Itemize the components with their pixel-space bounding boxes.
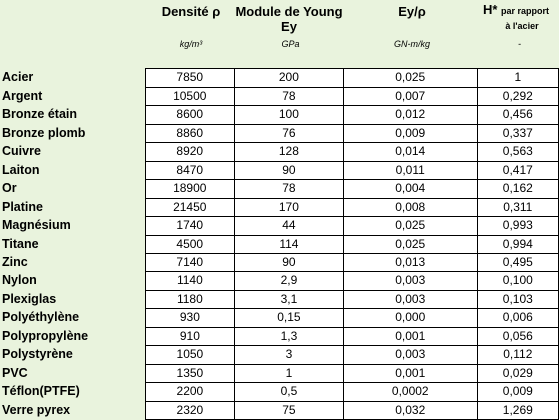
densite-cell: 4500 xyxy=(145,235,234,254)
h-star-cell: 1,269 xyxy=(477,401,558,420)
material-name: Acier xyxy=(2,70,34,85)
header-h-star-note-line1: par rapport xyxy=(501,6,550,16)
header-module-young xyxy=(228,4,350,34)
table-row xyxy=(0,346,559,365)
module-cell: 1 xyxy=(234,364,343,383)
densite-cell: 1050 xyxy=(145,346,234,365)
module-cell: 0,15 xyxy=(234,309,343,328)
material-name: Zinc xyxy=(2,255,28,270)
table-row xyxy=(0,235,559,254)
table-row xyxy=(0,87,559,106)
densite-cell: 18900 xyxy=(145,180,234,199)
table-row xyxy=(0,106,559,125)
material-name: Cuivre xyxy=(2,144,41,159)
material-name: Or xyxy=(2,181,17,196)
ey-rho-cell: 0,0002 xyxy=(343,383,477,402)
material-name: PVC xyxy=(2,365,28,380)
densite-cell: 21450 xyxy=(145,198,234,217)
table-row xyxy=(0,69,559,88)
module-cell: 200 xyxy=(234,69,343,88)
module-cell: 90 xyxy=(234,161,343,180)
h-star-cell: 0,100 xyxy=(477,272,558,291)
unit-densite: kg/m³ xyxy=(179,39,203,49)
material-name: Polyéthylène xyxy=(2,310,80,325)
table-row xyxy=(0,290,559,309)
h-star-cell: 0,994 xyxy=(477,235,558,254)
table-row xyxy=(0,180,559,199)
ey-rho-cell: 0,007 xyxy=(343,87,477,106)
module-cell: 170 xyxy=(234,198,343,217)
ey-rho-cell: 0,014 xyxy=(343,143,477,162)
densite-cell: 1140 xyxy=(145,272,234,291)
ey-rho-cell: 0,025 xyxy=(343,217,477,236)
module-cell: 78 xyxy=(234,180,343,199)
table-row xyxy=(0,161,559,180)
ey-rho-cell: 0,013 xyxy=(343,254,477,273)
material-name: Magnésium xyxy=(2,218,71,233)
module-cell: 114 xyxy=(234,235,343,254)
table-row xyxy=(0,143,559,162)
densite-cell: 8860 xyxy=(145,124,234,143)
h-star-cell: 1 xyxy=(477,69,558,88)
unit-h-star: - xyxy=(518,39,521,49)
material-name: Nylon xyxy=(2,273,37,288)
table-row xyxy=(0,124,559,143)
densite-cell: 1180 xyxy=(145,290,234,309)
h-star-cell: 0,292 xyxy=(477,87,558,106)
densite-cell: 910 xyxy=(145,327,234,346)
module-cell: 100 xyxy=(234,106,343,125)
module-cell: 128 xyxy=(234,143,343,162)
header-module-line2: Ey xyxy=(281,19,297,34)
material-name: Bronze étain xyxy=(2,107,78,122)
material-name: Polystyrène xyxy=(2,347,73,362)
module-cell: 76 xyxy=(234,124,343,143)
ey-rho-cell: 0,003 xyxy=(343,346,477,365)
h-star-cell: 0,993 xyxy=(477,217,558,236)
table-row xyxy=(0,198,559,217)
ey-rho-cell: 0,025 xyxy=(343,69,477,88)
material-name: Plexiglas xyxy=(2,291,57,306)
h-star-cell: 0,495 xyxy=(477,254,558,273)
table-row xyxy=(0,364,559,383)
material-name: Téflon(PTFE) xyxy=(2,384,80,399)
header-h-star xyxy=(470,2,559,32)
h-star-cell: 0,563 xyxy=(477,143,558,162)
material-name: Laiton xyxy=(2,162,40,177)
material-name: Bronze plomb xyxy=(2,125,86,140)
ey-rho-cell: 0,003 xyxy=(343,290,477,309)
header-ey-rho: Ey/ρ xyxy=(398,4,426,19)
table-row xyxy=(0,383,559,402)
module-cell: 3,1 xyxy=(234,290,343,309)
densite-cell: 7140 xyxy=(145,254,234,273)
h-star-cell: 0,056 xyxy=(477,327,558,346)
h-star-cell: 0,417 xyxy=(477,161,558,180)
densite-cell: 8600 xyxy=(145,106,234,125)
material-name: Verre pyrex xyxy=(2,402,71,417)
header-h-star-note-line2: à l'acier xyxy=(505,21,539,31)
material-name: Titane xyxy=(2,236,39,251)
h-star-cell: 0,311 xyxy=(477,198,558,217)
densite-cell: 10500 xyxy=(145,87,234,106)
ey-rho-cell: 0,009 xyxy=(343,124,477,143)
ey-rho-cell: 0,032 xyxy=(343,401,477,420)
ey-rho-cell: 0,025 xyxy=(343,235,477,254)
table-row xyxy=(0,327,559,346)
header-densite: Densité ρ xyxy=(161,4,221,19)
ey-rho-cell: 0,001 xyxy=(343,327,477,346)
h-star-cell: 0,337 xyxy=(477,124,558,143)
densite-cell: 7850 xyxy=(145,69,234,88)
module-cell: 90 xyxy=(234,254,343,273)
unit-ey-rho: GN-m/kg xyxy=(394,39,430,49)
table-row xyxy=(0,217,559,236)
table-row xyxy=(0,254,559,273)
table-row xyxy=(0,309,559,328)
plastics-table xyxy=(0,271,559,420)
table-row xyxy=(0,272,559,291)
material-name: Argent xyxy=(2,88,43,103)
module-cell: 1,3 xyxy=(234,327,343,346)
densite-cell: 1740 xyxy=(145,217,234,236)
material-name: Polypropylène xyxy=(2,328,89,343)
ey-rho-cell: 0,000 xyxy=(343,309,477,328)
metals-table xyxy=(0,68,559,273)
ey-rho-cell: 0,011 xyxy=(343,161,477,180)
header-h-star-label: H* xyxy=(482,2,498,17)
module-cell: 0,5 xyxy=(234,383,343,402)
densite-cell: 930 xyxy=(145,309,234,328)
densite-cell: 8470 xyxy=(145,161,234,180)
densite-cell: 8920 xyxy=(145,143,234,162)
ey-rho-cell: 0,008 xyxy=(343,198,477,217)
h-star-cell: 0,009 xyxy=(477,383,558,402)
h-star-cell: 0,006 xyxy=(477,309,558,328)
h-star-cell: 0,112 xyxy=(477,346,558,365)
densite-cell: 1350 xyxy=(145,364,234,383)
module-cell: 75 xyxy=(234,401,343,420)
h-star-cell: 0,103 xyxy=(477,290,558,309)
ey-rho-cell: 0,012 xyxy=(343,106,477,125)
h-star-cell: 0,029 xyxy=(477,364,558,383)
unit-module: GPa xyxy=(281,39,300,49)
densite-cell: 2320 xyxy=(145,401,234,420)
h-star-cell: 0,456 xyxy=(477,106,558,125)
ey-rho-cell: 0,003 xyxy=(343,272,477,291)
ey-rho-cell: 0,001 xyxy=(343,364,477,383)
header-module-line1: Module de Young xyxy=(235,4,343,19)
ey-rho-cell: 0,004 xyxy=(343,180,477,199)
module-cell: 2,9 xyxy=(234,272,343,291)
module-cell: 78 xyxy=(234,87,343,106)
h-star-cell: 0,162 xyxy=(477,180,558,199)
material-name: Platine xyxy=(2,199,43,214)
module-cell: 3 xyxy=(234,346,343,365)
module-cell: 44 xyxy=(234,217,343,236)
densite-cell: 2200 xyxy=(145,383,234,402)
